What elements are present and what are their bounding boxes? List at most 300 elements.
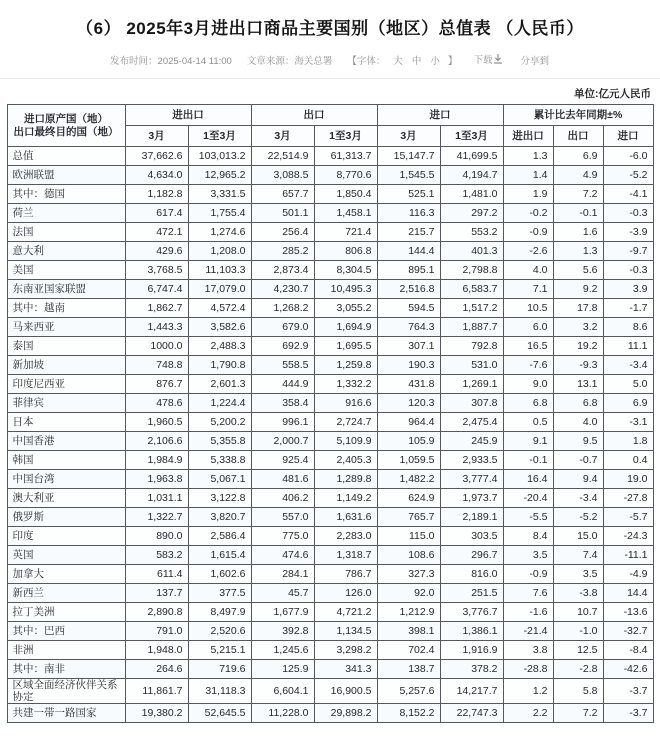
value-cell: 3,298.2	[314, 641, 377, 660]
subheader-ytd: 1至3月	[440, 126, 503, 147]
article-source: 文章来源：海关总署	[246, 55, 333, 67]
download-label: 下载	[473, 55, 493, 66]
value-cell: 5,215.1	[188, 641, 251, 660]
pct-cell: 4.0	[553, 413, 603, 432]
pct-cell: 4.0	[503, 261, 553, 280]
value-cell: 22,747.3	[440, 704, 503, 723]
value-cell: 1,259.8	[314, 356, 377, 375]
pct-cell: 9.2	[553, 280, 603, 299]
row-label: 区域全面经济伙伴关系协定	[7, 679, 125, 704]
subheader-pct-total: 进出口	[503, 126, 553, 147]
value-cell: 8,770.6	[314, 166, 377, 185]
value-cell: 137.7	[125, 584, 188, 603]
row-label: 东南亚国家联盟	[7, 280, 125, 299]
row-label: 总值	[7, 147, 125, 166]
value-cell: 1,458.1	[314, 204, 377, 223]
row-label: 澳大利亚	[7, 489, 125, 508]
value-cell: 52,645.5	[188, 704, 251, 723]
value-cell: 806.8	[314, 242, 377, 261]
publish-time: 发布时间：2025-04-14 11:00	[110, 55, 232, 67]
value-cell: 1000.0	[125, 337, 188, 356]
pct-cell: -42.6	[603, 660, 653, 679]
group-header-exports: 出口	[251, 105, 377, 126]
value-cell: 721.4	[314, 223, 377, 242]
value-cell: 22,514.9	[251, 147, 314, 166]
subheader-ytd: 1至3月	[314, 126, 377, 147]
value-cell: 1,677.9	[251, 603, 314, 622]
value-cell: 6,604.1	[251, 679, 314, 704]
value-cell: 115.0	[377, 527, 440, 546]
value-cell: 284.1	[251, 565, 314, 584]
pct-cell: 16.5	[503, 337, 553, 356]
value-cell: 327.3	[377, 565, 440, 584]
row-label: 日本	[7, 413, 125, 432]
table-row	[7, 603, 653, 622]
pct-cell: 7.2	[553, 704, 603, 723]
value-cell: 125.9	[251, 660, 314, 679]
pct-cell: -13.6	[603, 603, 653, 622]
font-size-medium-button[interactable]: 中	[411, 55, 422, 67]
value-cell: 2,724.7	[314, 413, 377, 432]
value-cell: 11,861.7	[125, 679, 188, 704]
row-label: 新西兰	[7, 584, 125, 603]
value-cell: 1,268.2	[251, 299, 314, 318]
row-label: 拉丁美洲	[7, 603, 125, 622]
value-cell: 1,948.0	[125, 641, 188, 660]
value-cell: 1,208.0	[188, 242, 251, 261]
value-cell: 378.2	[440, 660, 503, 679]
value-cell: 3,088.5	[251, 166, 314, 185]
value-cell: 775.0	[251, 527, 314, 546]
value-cell: 1,790.8	[188, 356, 251, 375]
pct-cell: -4.1	[603, 185, 653, 204]
value-cell: 429.6	[125, 242, 188, 261]
value-cell: 1,443.3	[125, 318, 188, 337]
value-cell: 61,313.7	[314, 147, 377, 166]
pct-cell: -5.5	[503, 508, 553, 527]
row-label: 其中：德国	[7, 185, 125, 204]
value-cell: 5,338.8	[188, 451, 251, 470]
value-cell: 925.4	[251, 451, 314, 470]
value-cell: 17,079.0	[188, 280, 251, 299]
row-label: 马来西亚	[7, 318, 125, 337]
value-cell: 617.4	[125, 204, 188, 223]
value-cell: 307.8	[440, 394, 503, 413]
pct-cell: 3.8	[503, 641, 553, 660]
pct-cell: -6.0	[603, 147, 653, 166]
value-cell: 1,887.7	[440, 318, 503, 337]
value-cell: 525.1	[377, 185, 440, 204]
value-cell: 657.7	[251, 185, 314, 204]
pct-cell: 4.9	[553, 166, 603, 185]
pct-cell: 3.9	[603, 280, 653, 299]
value-cell: 1,755.4	[188, 204, 251, 223]
table-row	[7, 318, 653, 337]
pct-cell: 1.8	[603, 432, 653, 451]
pct-cell: -1.7	[603, 299, 653, 318]
value-cell: 558.5	[251, 356, 314, 375]
pct-cell: 3.5	[553, 565, 603, 584]
pct-cell: -1.0	[553, 622, 603, 641]
row-label: 荷兰	[7, 204, 125, 223]
share-link[interactable]: 分享到	[520, 55, 549, 67]
pct-cell: -3.7	[603, 679, 653, 704]
pct-cell: -0.3	[603, 204, 653, 223]
pct-cell: -27.8	[603, 489, 653, 508]
value-cell: 765.7	[377, 508, 440, 527]
value-cell: 14,217.7	[440, 679, 503, 704]
row-label: 非洲	[7, 641, 125, 660]
pct-cell: 7.6	[503, 584, 553, 603]
value-cell: 791.0	[125, 622, 188, 641]
pct-cell: 0.4	[603, 451, 653, 470]
value-cell: 1,322.7	[125, 508, 188, 527]
pct-cell: 6.8	[503, 394, 553, 413]
value-cell: 5,067.1	[188, 470, 251, 489]
pct-cell: -9.3	[553, 356, 603, 375]
font-size-prefix: 【字体：	[347, 55, 386, 67]
pct-cell: -5.2	[603, 166, 653, 185]
value-cell: 2,520.6	[188, 622, 251, 641]
value-cell: 11,103.3	[188, 261, 251, 280]
value-cell: 4,634.0	[125, 166, 188, 185]
value-cell: 2,798.8	[440, 261, 503, 280]
value-cell: 29,898.2	[314, 704, 377, 723]
table-row	[7, 337, 653, 356]
pct-cell: 16.4	[503, 470, 553, 489]
value-cell: 6,747.4	[125, 280, 188, 299]
table-row	[7, 660, 653, 679]
value-cell: 3,820.7	[188, 508, 251, 527]
row-label: 其中：南非	[7, 660, 125, 679]
value-cell: 8,497.9	[188, 603, 251, 622]
value-cell: 1,332.2	[314, 375, 377, 394]
table-row	[7, 622, 653, 641]
value-cell: 1,960.5	[125, 413, 188, 432]
row-label: 泰国	[7, 337, 125, 356]
download-arrow-icon	[493, 54, 503, 67]
value-cell: 501.1	[251, 204, 314, 223]
row-label: 英国	[7, 546, 125, 565]
pct-cell: -4.9	[603, 565, 653, 584]
value-cell: 12,965.2	[188, 166, 251, 185]
value-cell: 2,475.4	[440, 413, 503, 432]
table-row	[7, 185, 653, 204]
value-cell: 4,721.2	[314, 603, 377, 622]
pct-cell: 11.1	[603, 337, 653, 356]
value-cell: 1,224.4	[188, 394, 251, 413]
group-header-cumulative-yoy: 累计比去年同期±%	[503, 105, 653, 126]
value-cell: 1,850.4	[314, 185, 377, 204]
table-row	[7, 394, 653, 413]
value-cell: 120.3	[377, 394, 440, 413]
pct-cell: -0.9	[503, 223, 553, 242]
value-cell: 3,776.7	[440, 603, 503, 622]
pct-cell: 1.6	[553, 223, 603, 242]
table-row	[7, 242, 653, 261]
value-cell: 444.9	[251, 375, 314, 394]
pct-cell: 19.2	[553, 337, 603, 356]
pct-cell: -3.4	[603, 356, 653, 375]
pct-cell: 17.8	[553, 299, 603, 318]
value-cell: 11,228.0	[251, 704, 314, 723]
value-cell: 478.6	[125, 394, 188, 413]
row-label: 俄罗斯	[7, 508, 125, 527]
value-cell: 611.4	[125, 565, 188, 584]
pct-cell: -9.7	[603, 242, 653, 261]
value-cell: 1,481.0	[440, 185, 503, 204]
value-cell: 296.7	[440, 546, 503, 565]
value-cell: 303.5	[440, 527, 503, 546]
row-label-line2: 出口最终目的国（地）	[13, 125, 119, 138]
value-cell: 3,331.5	[188, 185, 251, 204]
pct-cell: 10.5	[503, 299, 553, 318]
article-meta-bar	[0, 52, 660, 67]
subheader-pct-export: 出口	[553, 126, 603, 147]
row-label: 共建一带一路国家	[7, 704, 125, 723]
row-label: 菲律宾	[7, 394, 125, 413]
value-cell: 531.0	[440, 356, 503, 375]
pct-cell: 2.2	[503, 704, 553, 723]
table-row	[7, 223, 653, 242]
value-cell: 895.1	[377, 261, 440, 280]
row-label: 中国台湾	[7, 470, 125, 489]
value-cell: 2,488.3	[188, 337, 251, 356]
value-cell: 358.4	[251, 394, 314, 413]
value-cell: 10,495.3	[314, 280, 377, 299]
value-cell: 401.3	[440, 242, 503, 261]
pct-cell: -0.2	[503, 204, 553, 223]
pct-cell: -2.6	[503, 242, 553, 261]
font-size-suffix: 】	[447, 55, 458, 67]
value-cell: 916.6	[314, 394, 377, 413]
value-cell: 406.2	[251, 489, 314, 508]
value-cell: 4,230.7	[251, 280, 314, 299]
pct-cell: 7.2	[553, 185, 603, 204]
value-cell: 5,200.2	[188, 413, 251, 432]
pct-cell: -3.8	[553, 584, 603, 603]
pct-cell: 19.0	[603, 470, 653, 489]
value-cell: 6,583.7	[440, 280, 503, 299]
subheader-month: 3月	[251, 126, 314, 147]
pct-cell: 7.4	[553, 546, 603, 565]
font-size-small-button[interactable]: 小	[430, 55, 440, 67]
value-cell: 1,694.9	[314, 318, 377, 337]
unit-note: 单位:亿元人民币	[574, 88, 651, 100]
pct-cell: 3.5	[503, 546, 553, 565]
pct-cell: -7.6	[503, 356, 553, 375]
pct-cell: 9.5	[553, 432, 603, 451]
value-cell: 876.7	[125, 375, 188, 394]
download-link[interactable]	[472, 52, 504, 67]
row-label-header	[7, 105, 125, 147]
value-cell: 624.9	[377, 489, 440, 508]
pct-cell: -3.1	[603, 413, 653, 432]
value-cell: 1,269.1	[440, 375, 503, 394]
value-cell: 481.6	[251, 470, 314, 489]
value-cell: 5,257.6	[377, 679, 440, 704]
pct-cell: 14.4	[603, 584, 653, 603]
value-cell: 792.8	[440, 337, 503, 356]
value-cell: 702.4	[377, 641, 440, 660]
value-cell: 5,109.9	[314, 432, 377, 451]
subheader-ytd: 1至3月	[188, 126, 251, 147]
value-cell: 377.5	[188, 584, 251, 603]
value-cell: 2,586.4	[188, 527, 251, 546]
row-label: 法国	[7, 223, 125, 242]
value-cell: 8,152.2	[377, 704, 440, 723]
pct-cell: 5.6	[553, 261, 603, 280]
value-cell: 116.3	[377, 204, 440, 223]
table-row	[7, 147, 653, 166]
value-cell: 41,699.5	[440, 147, 503, 166]
value-cell: 215.7	[377, 223, 440, 242]
trade-table	[7, 104, 654, 723]
row-label: 意大利	[7, 242, 125, 261]
table-row	[7, 375, 653, 394]
value-cell: 553.2	[440, 223, 503, 242]
value-cell: 245.9	[440, 432, 503, 451]
pct-cell: 1.3	[503, 147, 553, 166]
value-cell: 474.6	[251, 546, 314, 565]
row-label: 其中：越南	[7, 299, 125, 318]
table-row	[7, 356, 653, 375]
value-cell: 1,984.9	[125, 451, 188, 470]
value-cell: 1,245.6	[251, 641, 314, 660]
value-cell: 1,963.8	[125, 470, 188, 489]
value-cell: 190.3	[377, 356, 440, 375]
pct-cell: 5.8	[553, 679, 603, 704]
header-divider	[0, 78, 660, 79]
value-cell: 37,662.6	[125, 147, 188, 166]
subheader-pct-import: 进口	[603, 126, 653, 147]
value-cell: 1,631.6	[314, 508, 377, 527]
table-row	[7, 489, 653, 508]
row-label: 中国香港	[7, 432, 125, 451]
row-label: 印度尼西亚	[7, 375, 125, 394]
pct-cell: -0.3	[603, 261, 653, 280]
value-cell: 679.0	[251, 318, 314, 337]
table-row	[7, 641, 653, 660]
value-cell: 748.8	[125, 356, 188, 375]
value-cell: 472.1	[125, 223, 188, 242]
pct-cell: -8.4	[603, 641, 653, 660]
value-cell: 45.7	[251, 584, 314, 603]
value-cell: 5,355.8	[188, 432, 251, 451]
pct-cell: 10.7	[553, 603, 603, 622]
value-cell: 1,973.7	[440, 489, 503, 508]
pct-cell: 1.2	[503, 679, 553, 704]
value-cell: 3,582.6	[188, 318, 251, 337]
table-row	[7, 679, 653, 704]
table-row	[7, 299, 653, 318]
value-cell: 285.2	[251, 242, 314, 261]
pct-cell: 1.4	[503, 166, 553, 185]
value-cell: 2,189.1	[440, 508, 503, 527]
value-cell: 1,482.2	[377, 470, 440, 489]
value-cell: 2,516.8	[377, 280, 440, 299]
table-row	[7, 451, 653, 470]
value-cell: 1,134.5	[314, 622, 377, 641]
row-label-line1: 进口原产国（地）	[24, 113, 108, 126]
value-cell: 3,122.8	[188, 489, 251, 508]
pct-cell: 8.4	[503, 527, 553, 546]
group-header-total-trade: 进出口	[125, 105, 251, 126]
row-label: 欧洲联盟	[7, 166, 125, 185]
value-cell: 307.1	[377, 337, 440, 356]
pct-cell: 6.0	[503, 318, 553, 337]
value-cell: 264.6	[125, 660, 188, 679]
table-row	[7, 280, 653, 299]
value-cell: 594.5	[377, 299, 440, 318]
font-size-large-button[interactable]: 大	[393, 55, 403, 67]
value-cell: 2,890.8	[125, 603, 188, 622]
value-cell: 19,380.2	[125, 704, 188, 723]
value-cell: 1,212.9	[377, 603, 440, 622]
pct-cell: 12.5	[553, 641, 603, 660]
pct-cell: -0.1	[553, 204, 603, 223]
table-row	[7, 704, 653, 723]
pct-cell: -0.1	[503, 451, 553, 470]
value-cell: 1,602.6	[188, 565, 251, 584]
value-cell: 431.8	[377, 375, 440, 394]
value-cell: 890.0	[125, 527, 188, 546]
value-cell: 1,545.5	[377, 166, 440, 185]
pct-cell: 6.9	[553, 147, 603, 166]
row-label: 印度	[7, 527, 125, 546]
pct-cell: 6.9	[603, 394, 653, 413]
value-cell: 92.0	[377, 584, 440, 603]
value-cell: 1,289.8	[314, 470, 377, 489]
value-cell: 103,013.2	[188, 147, 251, 166]
value-cell: 964.4	[377, 413, 440, 432]
value-cell: 764.3	[377, 318, 440, 337]
value-cell: 1,318.7	[314, 546, 377, 565]
row-label: 美国	[7, 261, 125, 280]
pct-cell: -28.8	[503, 660, 553, 679]
value-cell: 2,601.3	[188, 375, 251, 394]
pct-cell: 5.0	[603, 375, 653, 394]
table-row	[7, 432, 653, 451]
value-cell: 341.3	[314, 660, 377, 679]
table-row	[7, 565, 653, 584]
pct-cell: -11.1	[603, 546, 653, 565]
pct-cell: -2.8	[553, 660, 603, 679]
value-cell: 31,118.3	[188, 679, 251, 704]
pct-cell: -24.3	[603, 527, 653, 546]
value-cell: 1,517.2	[440, 299, 503, 318]
pct-cell: 13.1	[553, 375, 603, 394]
pct-cell: 1.9	[503, 185, 553, 204]
pct-cell: -3.7	[603, 704, 653, 723]
group-header-imports: 进口	[377, 105, 503, 126]
subheader-month: 3月	[377, 126, 440, 147]
table-row	[7, 527, 653, 546]
value-cell: 297.2	[440, 204, 503, 223]
value-cell: 1,695.5	[314, 337, 377, 356]
value-cell: 138.7	[377, 660, 440, 679]
value-cell: 8,304.5	[314, 261, 377, 280]
row-label: 韩国	[7, 451, 125, 470]
value-cell: 256.4	[251, 223, 314, 242]
value-cell: 1,862.7	[125, 299, 188, 318]
table-body	[7, 147, 653, 723]
value-cell: 719.6	[188, 660, 251, 679]
pct-cell: 8.6	[603, 318, 653, 337]
value-cell: 108.6	[377, 546, 440, 565]
value-cell: 16,900.5	[314, 679, 377, 704]
table-row	[7, 584, 653, 603]
